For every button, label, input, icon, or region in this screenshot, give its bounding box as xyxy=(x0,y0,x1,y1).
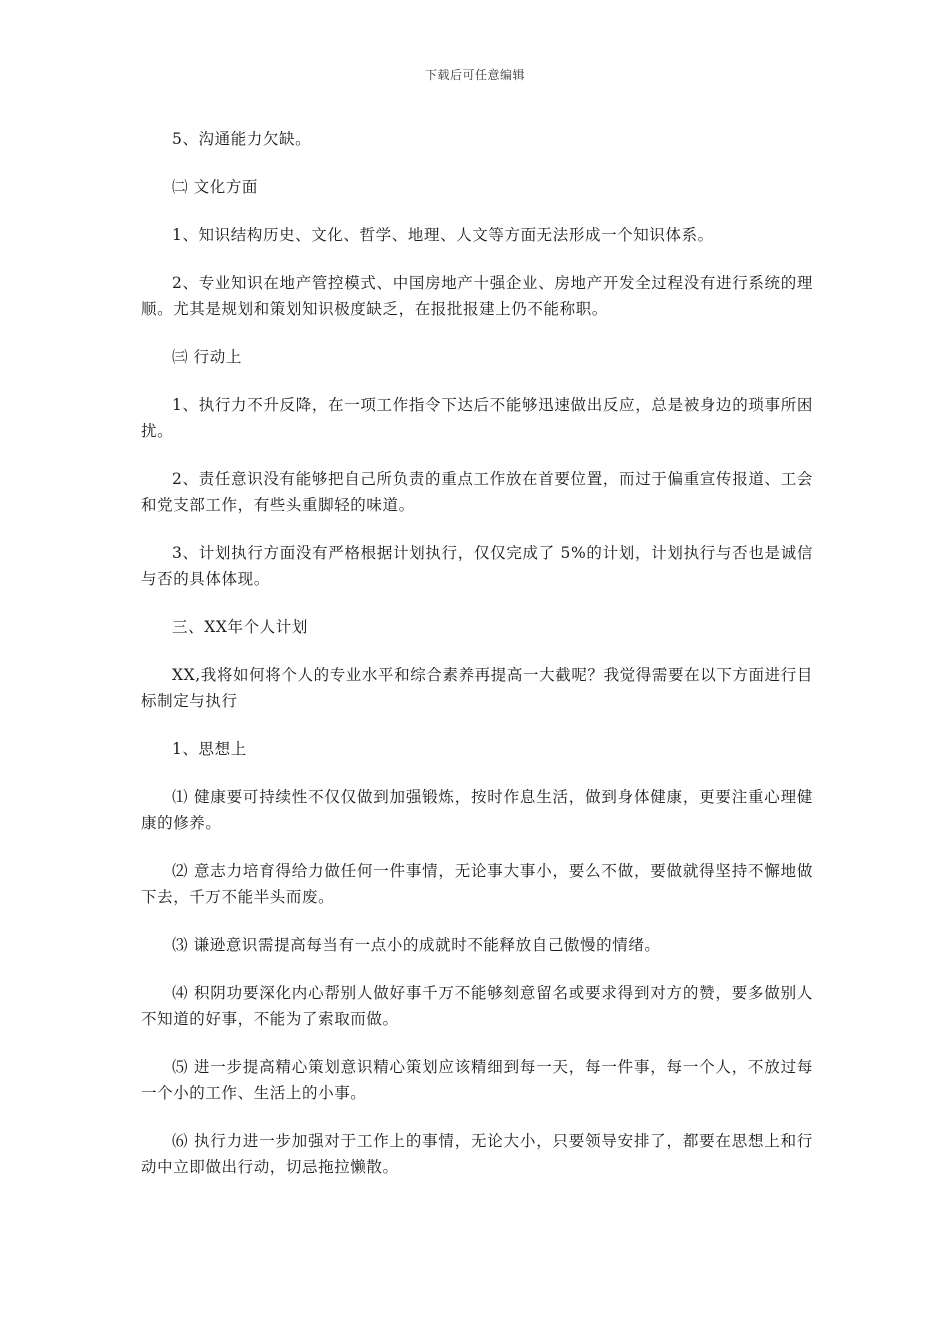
list-item: ⑵ 意志力培育得给力做任何一件事情，无论事大事小，要么不做，要做就得坚持不懈地做下去，千万不能半头而废。 xyxy=(141,862,813,906)
subsection-heading: 1、思想上 xyxy=(172,740,247,758)
section-heading: ㈢ 行动上 xyxy=(172,348,242,366)
paragraph: 3、计划执行方面没有严格根据计划执行，仅仅完成了 5%的计划，计划执行与否也是诚信与否的具体体现。 xyxy=(141,544,813,588)
paragraph: 2、专业知识在地产管控模式、中国房地产十强企业、房地产开发全过程没有进行系统的理顺。尤其是规划和策划知识极度缺乏，在报批报建上仍不能称职。 xyxy=(141,274,813,318)
document-body xyxy=(141,126,813,1202)
paragraph: XX,我将如何将个人的专业水平和综合素养再提高一大截呢？我觉得需要在以下方面进行目标制定与执行 xyxy=(141,666,813,710)
list-item: ⑷ 积阴功要深化内心帮别人做好事千万不能够刻意留名或要求得到对方的赞，要多做别人不知道的好事，不能为了索取而做。 xyxy=(141,984,813,1028)
paragraph: 1、知识结构历史、文化、哲学、地理、人文等方面无法形成一个知识体系。 xyxy=(172,226,714,244)
section-heading: 三、XX年个人计划 xyxy=(172,618,308,636)
page-header: 下载后可任意编辑 xyxy=(424,68,525,82)
list-item: ⑹ 执行力进一步加强对于工作上的事情，无论大小，只要领导安排了，都要在思想上和行动中立即做出行动，切忌拖拉懒散。 xyxy=(141,1132,813,1176)
paragraph: 5、沟通能力欠缺。 xyxy=(172,130,312,148)
list-item: ⑶ 谦逊意识需提高每当有一点小的成就时不能释放自己傲慢的情绪。 xyxy=(172,936,661,954)
list-item: ⑴ 健康要可持续性不仅仅做到加强锻炼，按时作息生活，做到身体健康，更要注重心理健康的修养。 xyxy=(141,788,813,832)
list-item: ⑸ 进一步提高精心策划意识精心策划应该精细到每一天，每一件事，每一个人，不放过每一个小的工作、生活上的小事。 xyxy=(141,1058,813,1102)
paragraph: 2、责任意识没有能够把自己所负责的重点工作放在首要位置，而过于偏重宣传报道、工会和党支部工作，有些头重脚轻的味道。 xyxy=(141,470,813,514)
section-heading: ㈡ 文化方面 xyxy=(172,178,259,196)
paragraph: 1、执行力不升反降，在一项工作指令下达后不能够迅速做出反应，总是被身边的琐事所困扰。 xyxy=(141,396,813,440)
